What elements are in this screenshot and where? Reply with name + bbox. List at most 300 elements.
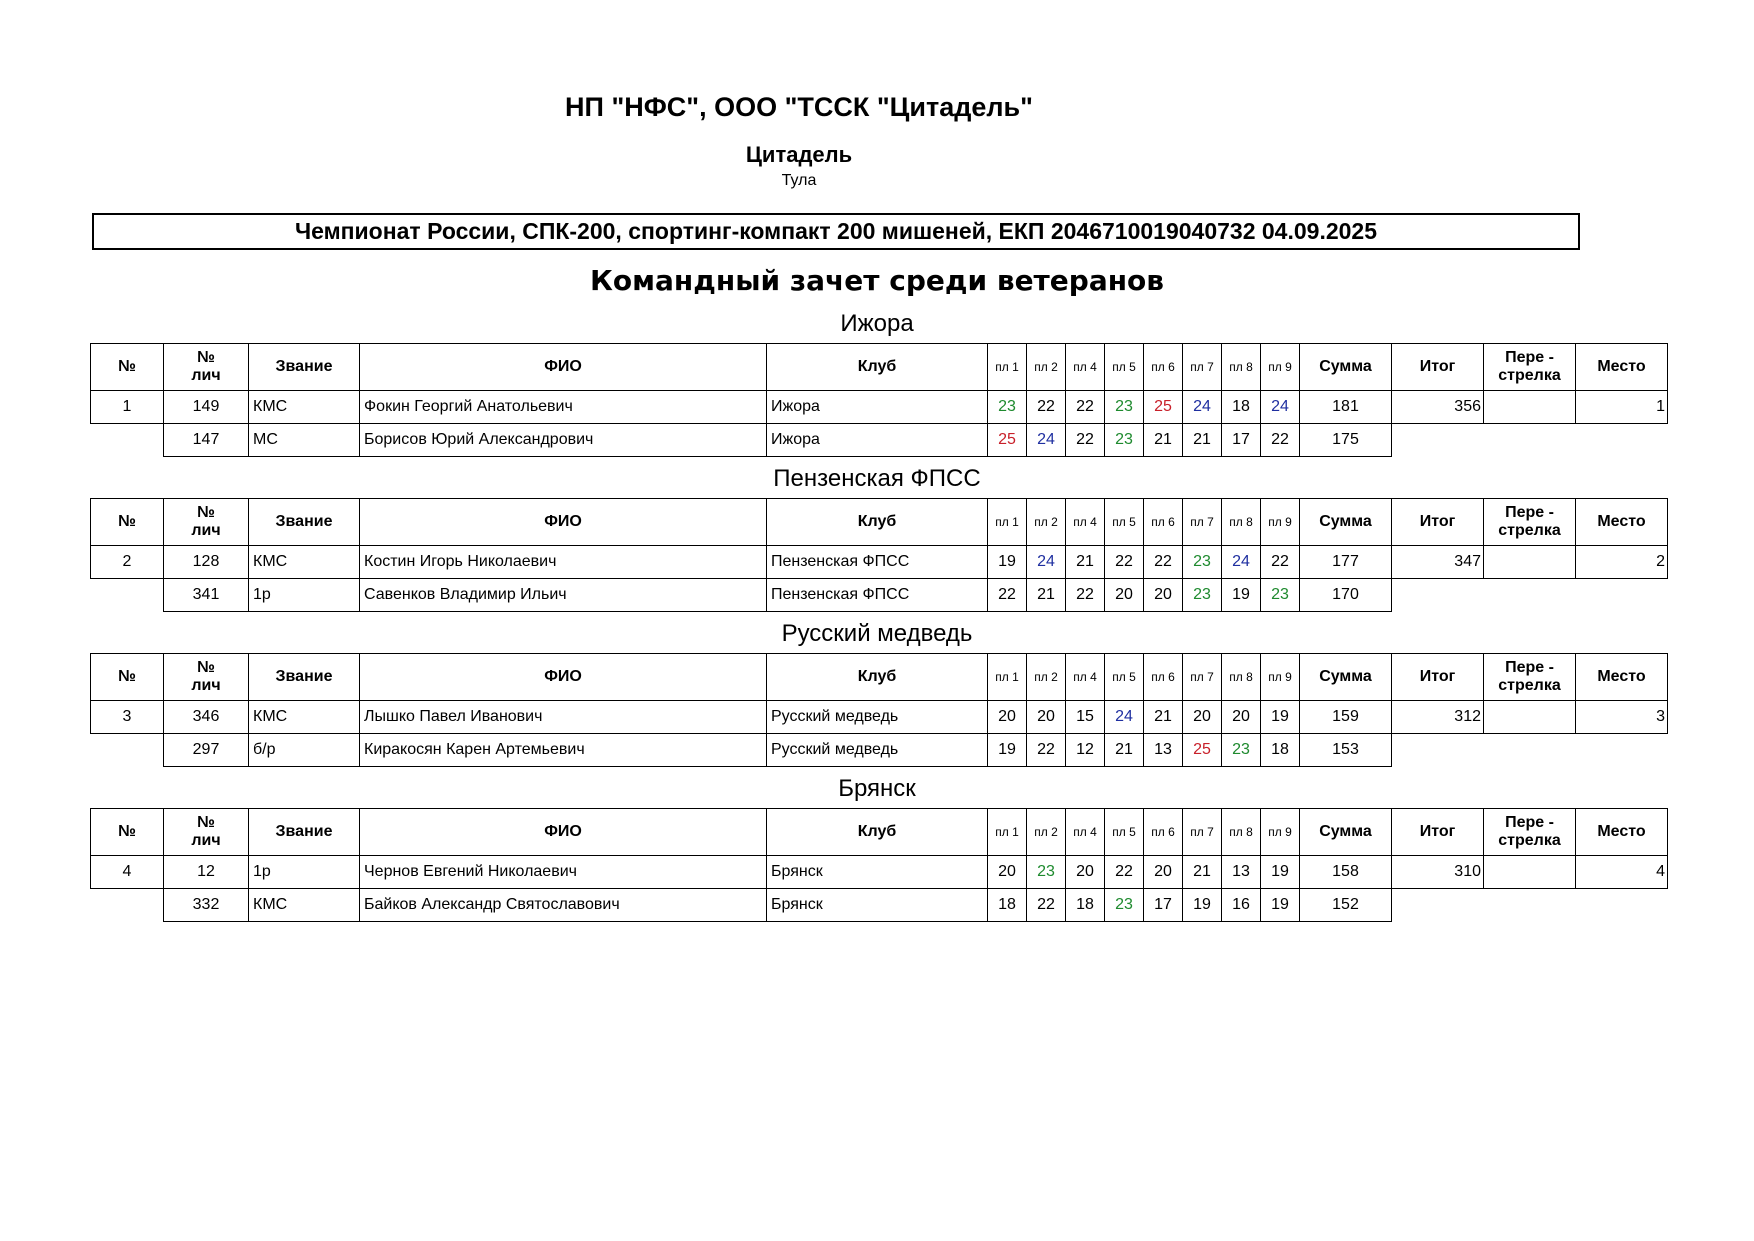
platform-score-cell: 17	[1222, 424, 1261, 457]
platform-score-cell: 22	[1066, 391, 1105, 424]
col-header-platform	[1066, 809, 1105, 856]
personal-number-cell: 128	[164, 546, 249, 579]
col-header-platform	[988, 809, 1027, 856]
platform-score-cell: 16	[1222, 889, 1261, 922]
empty-cell	[1392, 424, 1484, 457]
col-header-sum-label: Сумма	[1319, 513, 1372, 530]
host-city: Тула	[781, 172, 817, 189]
col-header-shootoff-label: стрелка	[1498, 522, 1561, 539]
empty-cell	[1576, 424, 1668, 457]
shooter-name-cell: Фокин Георгий Анатольевич	[360, 391, 767, 424]
place-cell: 2	[1576, 546, 1668, 579]
col-header-personal-num	[164, 344, 249, 391]
table-row	[91, 546, 1668, 579]
platform-score-cell: 20	[1027, 701, 1066, 734]
empty-cell	[91, 424, 164, 457]
team-results-table	[90, 653, 1668, 767]
personal-number-cell: 149	[164, 391, 249, 424]
platform-score-cell: 15	[1066, 701, 1105, 734]
col-header-place	[1576, 499, 1668, 546]
empty-cell	[91, 889, 164, 922]
col-header-platform-label: пл 6	[1151, 670, 1175, 684]
col-header-place-label: Место	[1597, 823, 1646, 840]
sum-cell: 152	[1300, 889, 1392, 922]
table-row	[91, 424, 1668, 457]
col-header-platform-label: пл 9	[1268, 825, 1292, 839]
table-row	[91, 856, 1668, 889]
col-header-name-label: ФИО	[544, 668, 582, 685]
team-number-cell: 4	[91, 856, 164, 889]
col-header-platform-label: пл 9	[1268, 515, 1292, 529]
event-title-box	[92, 213, 1580, 250]
col-header-sum	[1300, 654, 1392, 701]
shootoff-cell	[1484, 856, 1576, 889]
platform-score-cell: 22	[1105, 546, 1144, 579]
col-header-platform	[1144, 499, 1183, 546]
platform-score-cell: 21	[1105, 734, 1144, 767]
col-header-platform	[1027, 344, 1066, 391]
platform-score-cell: 22	[1027, 391, 1066, 424]
team-total-cell: 310	[1392, 856, 1484, 889]
col-header-personal-num-label: №	[197, 504, 215, 522]
sum-cell: 159	[1300, 701, 1392, 734]
rank-cell: КМС	[249, 391, 360, 424]
platform-score-cell: 19	[988, 546, 1027, 579]
sum-cell: 181	[1300, 391, 1392, 424]
shooter-name-cell: Чернов Евгений Николаевич	[360, 856, 767, 889]
col-header-shootoff-label: стрелка	[1498, 677, 1561, 694]
col-header-sum-label: Сумма	[1319, 823, 1372, 840]
col-header-platform	[1027, 499, 1066, 546]
col-header-platform	[1222, 499, 1261, 546]
platform-score-cell: 22	[1066, 424, 1105, 457]
col-header-platform	[1183, 344, 1222, 391]
col-header-platform-label: пл 7	[1190, 670, 1214, 684]
col-header-platform-label: пл 6	[1151, 825, 1175, 839]
sum-cell: 153	[1300, 734, 1392, 767]
empty-cell	[91, 579, 164, 612]
platform-score-cell: 20	[1183, 701, 1222, 734]
sum-cell: 177	[1300, 546, 1392, 579]
col-header-rank	[249, 499, 360, 546]
platform-score-cell: 20	[1222, 701, 1261, 734]
col-header-platform	[1105, 344, 1144, 391]
platform-score-cell: 23	[1105, 391, 1144, 424]
col-header-platform	[988, 344, 1027, 391]
col-header-shootoff-label: Пере -	[1505, 814, 1554, 832]
col-header-personal-num-label: лич	[191, 677, 221, 694]
team-total-cell: 347	[1392, 546, 1484, 579]
col-header-place	[1576, 654, 1668, 701]
col-header-platform	[1066, 344, 1105, 391]
empty-cell	[1392, 889, 1484, 922]
col-header-club-label: Клуб	[857, 513, 897, 530]
empty-cell	[1576, 579, 1668, 612]
empty-cell	[1484, 424, 1576, 457]
platform-score-cell: 24	[1027, 546, 1066, 579]
club-cell: Русский медведь	[767, 701, 988, 734]
col-header-platform	[1066, 654, 1105, 701]
team-results-table	[90, 343, 1668, 457]
platform-score-cell: 20	[1105, 579, 1144, 612]
platform-score-cell: 23	[988, 391, 1027, 424]
col-header-platform-label: пл 6	[1151, 360, 1175, 374]
shooter-name-cell: Борисов Юрий Александрович	[360, 424, 767, 457]
col-header-platform-label: пл 4	[1073, 670, 1097, 684]
club-cell: Пензенская ФПСС	[767, 579, 988, 612]
col-header-sum-label: Сумма	[1319, 358, 1372, 375]
col-header-platform-label: пл 5	[1112, 670, 1136, 684]
platform-score-cell: 22	[1144, 546, 1183, 579]
shootoff-cell	[1484, 546, 1576, 579]
col-header-platform-label: пл 9	[1268, 670, 1292, 684]
personal-number-cell: 346	[164, 701, 249, 734]
shootoff-cell	[1484, 391, 1576, 424]
col-header-shootoff-label: Пере -	[1505, 504, 1554, 522]
col-header-club	[767, 499, 988, 546]
shooter-name-cell: Костин Игорь Николаевич	[360, 546, 767, 579]
col-header-total	[1392, 809, 1484, 856]
personal-number-cell: 341	[164, 579, 249, 612]
team-number-cell: 3	[91, 701, 164, 734]
col-header-name-label: ФИО	[544, 513, 582, 530]
col-header-personal-num	[164, 809, 249, 856]
col-header-platform-label: пл 5	[1112, 360, 1136, 374]
team-name: Пензенская ФПСС	[773, 465, 981, 492]
col-header-platform	[1183, 499, 1222, 546]
col-header-sum	[1300, 499, 1392, 546]
col-header-num	[91, 809, 164, 856]
platform-score-cell: 19	[1261, 889, 1300, 922]
col-header-rank-label: Звание	[275, 823, 333, 840]
col-header-personal-num-label: №	[197, 349, 215, 367]
empty-cell	[1484, 579, 1576, 612]
platform-score-cell: 21	[1183, 424, 1222, 457]
personal-number-cell: 297	[164, 734, 249, 767]
team-number-cell: 1	[91, 391, 164, 424]
personal-number-cell: 332	[164, 889, 249, 922]
col-header-club	[767, 344, 988, 391]
section-title: Командный зачет среди ветеранов	[589, 264, 1165, 297]
platform-score-cell: 23	[1183, 579, 1222, 612]
table-header-row	[91, 344, 1668, 391]
col-header-rank-label: Звание	[275, 668, 333, 685]
col-header-name	[360, 654, 767, 701]
col-header-shootoff	[1484, 809, 1576, 856]
table-row	[91, 889, 1668, 922]
shooter-name-cell: Байков Александр Святославович	[360, 889, 767, 922]
rank-cell: 1р	[249, 579, 360, 612]
platform-score-cell: 23	[1261, 579, 1300, 612]
club-cell: Ижора	[767, 391, 988, 424]
empty-cell	[1392, 579, 1484, 612]
platform-score-cell: 22	[988, 579, 1027, 612]
col-header-num-label: №	[118, 513, 136, 530]
platform-score-cell: 12	[1066, 734, 1105, 767]
platform-score-cell: 24	[1222, 546, 1261, 579]
col-header-shootoff-label: Пере -	[1505, 349, 1554, 367]
col-header-platform	[1222, 809, 1261, 856]
rank-cell: б/р	[249, 734, 360, 767]
col-header-place-label: Место	[1597, 358, 1646, 375]
col-header-platform-label: пл 1	[995, 670, 1019, 684]
platform-score-cell: 24	[1027, 424, 1066, 457]
col-header-platform	[1261, 654, 1300, 701]
col-header-shootoff-label: Пере -	[1505, 659, 1554, 677]
platform-score-cell: 22	[1105, 856, 1144, 889]
col-header-platform	[1105, 809, 1144, 856]
col-header-total-label: Итог	[1419, 668, 1456, 685]
rank-cell: МС	[249, 424, 360, 457]
col-header-platform-label: пл 7	[1190, 360, 1214, 374]
table-row	[91, 734, 1668, 767]
col-header-platform-label: пл 6	[1151, 515, 1175, 529]
col-header-num	[91, 499, 164, 546]
col-header-place-label: Место	[1597, 668, 1646, 685]
platform-score-cell: 18	[988, 889, 1027, 922]
platform-score-cell: 22	[1261, 424, 1300, 457]
shooter-name-cell: Киракосян Карен Артемьевич	[360, 734, 767, 767]
col-header-platform	[1144, 809, 1183, 856]
col-header-shootoff	[1484, 499, 1576, 546]
platform-score-cell: 22	[1027, 734, 1066, 767]
col-header-personal-num	[164, 654, 249, 701]
platform-score-cell: 22	[1261, 546, 1300, 579]
sum-cell: 175	[1300, 424, 1392, 457]
event-title: Чемпионат России, СПК-200, спортинг-компакт 200 мишеней, ЕКП 2046710019040732 04.09.2025	[294, 218, 1377, 244]
col-header-platform-label: пл 4	[1073, 515, 1097, 529]
table-row	[91, 579, 1668, 612]
platform-score-cell: 19	[1222, 579, 1261, 612]
platform-score-cell: 21	[1027, 579, 1066, 612]
shooter-name-cell: Савенков Владимир Ильич	[360, 579, 767, 612]
club-cell: Брянск	[767, 856, 988, 889]
place-cell: 3	[1576, 701, 1668, 734]
empty-cell	[1484, 734, 1576, 767]
col-header-platform-label: пл 2	[1034, 360, 1058, 374]
empty-cell	[1392, 734, 1484, 767]
col-header-total	[1392, 344, 1484, 391]
col-header-platform-label: пл 7	[1190, 825, 1214, 839]
col-header-num-label: №	[118, 668, 136, 685]
team-total-cell: 312	[1392, 701, 1484, 734]
col-header-platform-label: пл 2	[1034, 825, 1058, 839]
shooter-name-cell: Лышко Павел Иванович	[360, 701, 767, 734]
platform-score-cell: 22	[1027, 889, 1066, 922]
col-header-total-label: Итог	[1419, 513, 1456, 530]
platform-score-cell: 21	[1144, 701, 1183, 734]
organizer-title: НП "НФС", ООО "ТССК "Цитадель"	[565, 92, 1033, 122]
rank-cell: КМС	[249, 889, 360, 922]
col-header-sum-label: Сумма	[1319, 668, 1372, 685]
team-total-cell: 356	[1392, 391, 1484, 424]
col-header-platform-label: пл 8	[1229, 360, 1253, 374]
platform-score-cell: 23	[1027, 856, 1066, 889]
col-header-rank	[249, 809, 360, 856]
team-results-table	[90, 808, 1668, 922]
rank-cell: 1р	[249, 856, 360, 889]
personal-number-cell: 147	[164, 424, 249, 457]
col-header-name	[360, 499, 767, 546]
platform-score-cell: 23	[1222, 734, 1261, 767]
col-header-personal-num-label: лич	[191, 367, 221, 384]
col-header-platform	[1183, 809, 1222, 856]
col-header-personal-num	[164, 499, 249, 546]
col-header-shootoff	[1484, 344, 1576, 391]
col-header-platform	[1105, 499, 1144, 546]
col-header-name-label: ФИО	[544, 823, 582, 840]
col-header-platform-label: пл 4	[1073, 825, 1097, 839]
platform-score-cell: 18	[1261, 734, 1300, 767]
platform-score-cell: 18	[1222, 391, 1261, 424]
platform-score-cell: 19	[1261, 856, 1300, 889]
col-header-platform	[1261, 499, 1300, 546]
col-header-name-label: ФИО	[544, 358, 582, 375]
col-header-club-label: Клуб	[857, 823, 897, 840]
col-header-platform	[1222, 344, 1261, 391]
rank-cell: КМС	[249, 701, 360, 734]
col-header-platform	[1144, 654, 1183, 701]
team-number-cell: 2	[91, 546, 164, 579]
empty-cell	[91, 734, 164, 767]
place-cell: 4	[1576, 856, 1668, 889]
col-header-num	[91, 344, 164, 391]
club-cell: Брянск	[767, 889, 988, 922]
table-header-row	[91, 654, 1668, 701]
col-header-club	[767, 809, 988, 856]
col-header-platform	[1183, 654, 1222, 701]
col-header-platform-label: пл 1	[995, 825, 1019, 839]
col-header-rank	[249, 654, 360, 701]
col-header-platform-label: пл 1	[995, 515, 1019, 529]
col-header-platform-label: пл 4	[1073, 360, 1097, 374]
col-header-name	[360, 809, 767, 856]
platform-score-cell: 21	[1183, 856, 1222, 889]
platform-score-cell: 20	[1144, 856, 1183, 889]
col-header-platform	[1105, 654, 1144, 701]
col-header-rank-label: Звание	[275, 513, 333, 530]
col-header-platform-label: пл 2	[1034, 670, 1058, 684]
col-header-num	[91, 654, 164, 701]
col-header-platform-label: пл 1	[995, 360, 1019, 374]
col-header-sum	[1300, 809, 1392, 856]
col-header-sum	[1300, 344, 1392, 391]
platform-score-cell: 24	[1183, 391, 1222, 424]
platform-score-cell: 13	[1144, 734, 1183, 767]
platform-score-cell: 20	[1066, 856, 1105, 889]
platform-score-cell: 23	[1105, 424, 1144, 457]
col-header-place	[1576, 344, 1668, 391]
col-header-club-label: Клуб	[857, 668, 897, 685]
col-header-personal-num-label: №	[197, 814, 215, 832]
platform-score-cell: 21	[1144, 424, 1183, 457]
col-header-total-label: Итог	[1419, 823, 1456, 840]
empty-cell	[1484, 889, 1576, 922]
team-results-table	[90, 498, 1668, 612]
col-header-total-label: Итог	[1419, 358, 1456, 375]
platform-score-cell: 23	[1105, 889, 1144, 922]
col-header-platform	[988, 654, 1027, 701]
platform-score-cell: 19	[988, 734, 1027, 767]
platform-score-cell: 18	[1066, 889, 1105, 922]
club-cell: Ижора	[767, 424, 988, 457]
col-header-platform-label: пл 5	[1112, 515, 1136, 529]
platform-score-cell: 21	[1066, 546, 1105, 579]
platform-score-cell: 25	[1144, 391, 1183, 424]
platform-score-cell: 17	[1144, 889, 1183, 922]
table-header-row	[91, 499, 1668, 546]
col-header-place-label: Место	[1597, 513, 1646, 530]
col-header-club-label: Клуб	[857, 358, 897, 375]
col-header-platform-label: пл 5	[1112, 825, 1136, 839]
col-header-platform-label: пл 2	[1034, 515, 1058, 529]
platform-score-cell: 13	[1222, 856, 1261, 889]
col-header-platform	[1144, 344, 1183, 391]
col-header-personal-num-label: №	[197, 659, 215, 677]
col-header-shootoff-label: стрелка	[1498, 832, 1561, 849]
col-header-rank	[249, 344, 360, 391]
platform-score-cell: 19	[1183, 889, 1222, 922]
team-name: Русский медведь	[781, 620, 973, 647]
platform-score-cell: 24	[1261, 391, 1300, 424]
col-header-total	[1392, 499, 1484, 546]
col-header-club	[767, 654, 988, 701]
col-header-shootoff	[1484, 654, 1576, 701]
col-header-place	[1576, 809, 1668, 856]
col-header-platform	[1066, 499, 1105, 546]
sum-cell: 158	[1300, 856, 1392, 889]
col-header-name	[360, 344, 767, 391]
sum-cell: 170	[1300, 579, 1392, 612]
col-header-platform-label: пл 8	[1229, 670, 1253, 684]
personal-number-cell: 12	[164, 856, 249, 889]
table-header-row	[91, 809, 1668, 856]
platform-score-cell: 25	[1183, 734, 1222, 767]
col-header-platform-label: пл 9	[1268, 360, 1292, 374]
host-club-name: Цитадель	[745, 142, 853, 167]
team-name: Ижора	[840, 310, 914, 337]
platform-score-cell: 22	[1066, 579, 1105, 612]
club-cell: Пензенская ФПСС	[767, 546, 988, 579]
col-header-platform	[1027, 654, 1066, 701]
col-header-personal-num-label: лич	[191, 832, 221, 849]
platform-score-cell: 19	[1261, 701, 1300, 734]
col-header-num-label: №	[118, 823, 136, 840]
col-header-platform	[988, 499, 1027, 546]
place-cell: 1	[1576, 391, 1668, 424]
empty-cell	[1576, 889, 1668, 922]
platform-score-cell: 20	[988, 701, 1027, 734]
col-header-platform	[1222, 654, 1261, 701]
col-header-total	[1392, 654, 1484, 701]
rank-cell: КМС	[249, 546, 360, 579]
col-header-platform-label: пл 8	[1229, 515, 1253, 529]
col-header-num-label: №	[118, 358, 136, 375]
table-row	[91, 701, 1668, 734]
platform-score-cell: 23	[1183, 546, 1222, 579]
col-header-shootoff-label: стрелка	[1498, 367, 1561, 384]
col-header-personal-num-label: лич	[191, 522, 221, 539]
empty-cell	[1576, 734, 1668, 767]
club-cell: Русский медведь	[767, 734, 988, 767]
platform-score-cell: 20	[988, 856, 1027, 889]
platform-score-cell: 25	[988, 424, 1027, 457]
col-header-platform	[1027, 809, 1066, 856]
platform-score-cell: 20	[1144, 579, 1183, 612]
col-header-rank-label: Звание	[275, 358, 333, 375]
col-header-platform	[1261, 344, 1300, 391]
team-name: Брянск	[838, 775, 916, 802]
